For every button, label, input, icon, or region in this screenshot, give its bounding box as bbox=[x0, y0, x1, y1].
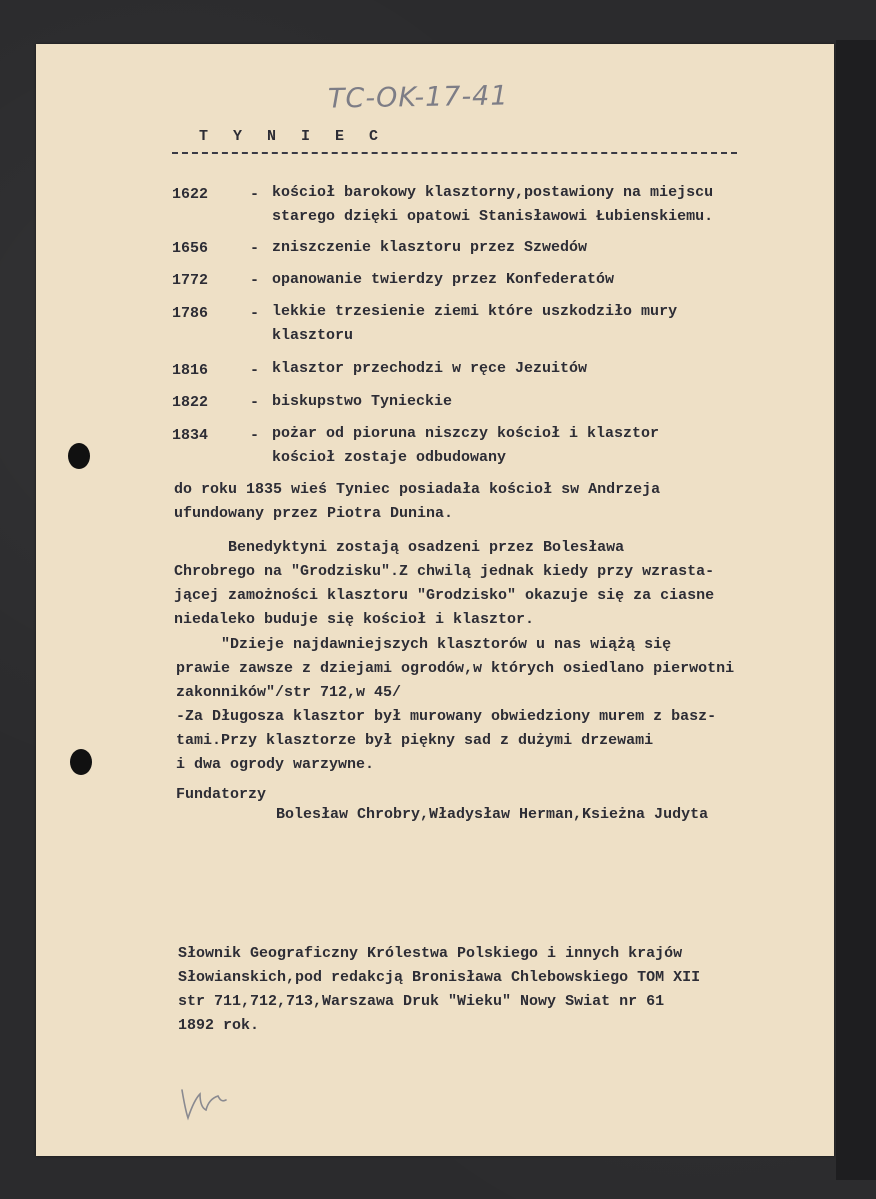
paragraph: do roku 1835 wieś Tyniec posiadała kościoł sw Andrzeja ufundowany przez Piotra Dunina. bbox=[174, 481, 661, 522]
entry-text: biskupstwo Tynieckie bbox=[272, 393, 453, 410]
entry-text: zniszczenie klasztoru przez Szwedów bbox=[272, 239, 588, 256]
dash: - bbox=[250, 427, 260, 444]
year-label: 1816 bbox=[172, 362, 209, 379]
year-label: 1834 bbox=[172, 427, 209, 444]
entry-text: kościoł barokowy klasztorny,postawiony na miejscu starego dzięki opatowi Stanisławowi Łubienskiemu. bbox=[272, 184, 714, 225]
dash: - bbox=[250, 186, 260, 203]
founders-list: Bolesław Chrobry,Władysław Herman,Ksieżna Judyta bbox=[276, 806, 709, 823]
paragraph: "Dzieje najdawniejszych klasztorów u nas wiążą się prawie zawsze z dziejami ogrodów,w których osiedlano pierwotni zakonników"/str 712,w 45/ -Za Długosza klasztor był murowany obwiedziony murem z basz- tami.Przy klasztorze był piękny sad z dużymi drzewami i dwa ogrody warzywne. bbox=[176, 636, 735, 773]
paragraph: Benedyktyni zostają osadzeni przez Bolesława Chrobrego na "Grodzisku".Z chwilą jednak kiedy przy wzrasta- jącej zamożności klasztoru "Grodzisko" okazuje się za ciasne niedaleko buduje się kościoł i klasztor. bbox=[174, 539, 715, 628]
year-label: 1622 bbox=[172, 186, 209, 203]
dash: - bbox=[250, 362, 260, 379]
page-title: T Y N I E C bbox=[199, 128, 387, 145]
title-underline bbox=[172, 152, 737, 154]
founders-label: Fundatorzy bbox=[176, 786, 267, 803]
punch-hole bbox=[70, 749, 92, 775]
entry-text: klasztor przechodzi w ręce Jezuitów bbox=[272, 360, 588, 377]
punch-hole bbox=[68, 443, 90, 469]
dash: - bbox=[250, 272, 260, 289]
background-strip bbox=[836, 40, 876, 1180]
dash: - bbox=[250, 394, 260, 411]
entry-text: opanowanie twierdzy przez Konfederatów bbox=[272, 271, 615, 288]
archive-code: TC-OK-17-41 bbox=[327, 80, 509, 115]
year-label: 1822 bbox=[172, 394, 209, 411]
year-label: 1772 bbox=[172, 272, 209, 289]
year-label: 1786 bbox=[172, 305, 209, 322]
entry-text: pożar od pioruna niszczy kościoł i klasztor kościoł zostaje odbudowany bbox=[272, 425, 660, 466]
dash: - bbox=[250, 305, 260, 322]
entry-text: lekkie trzesienie ziemi które uszkodziło mury klasztoru bbox=[272, 303, 678, 344]
handwritten-initials bbox=[178, 1076, 230, 1122]
source-citation: Słownik Geograficzny Królestwa Polskiego i innych krajów Słowianskich,pod redakcją Bronisława Chlebowskiego TOM XII str 711,712,713,Warszawa Druk "Wieku" Nowy Swiat nr 61 1892 rok. bbox=[178, 945, 701, 1034]
dash: - bbox=[250, 240, 260, 257]
year-label: 1656 bbox=[172, 240, 209, 257]
